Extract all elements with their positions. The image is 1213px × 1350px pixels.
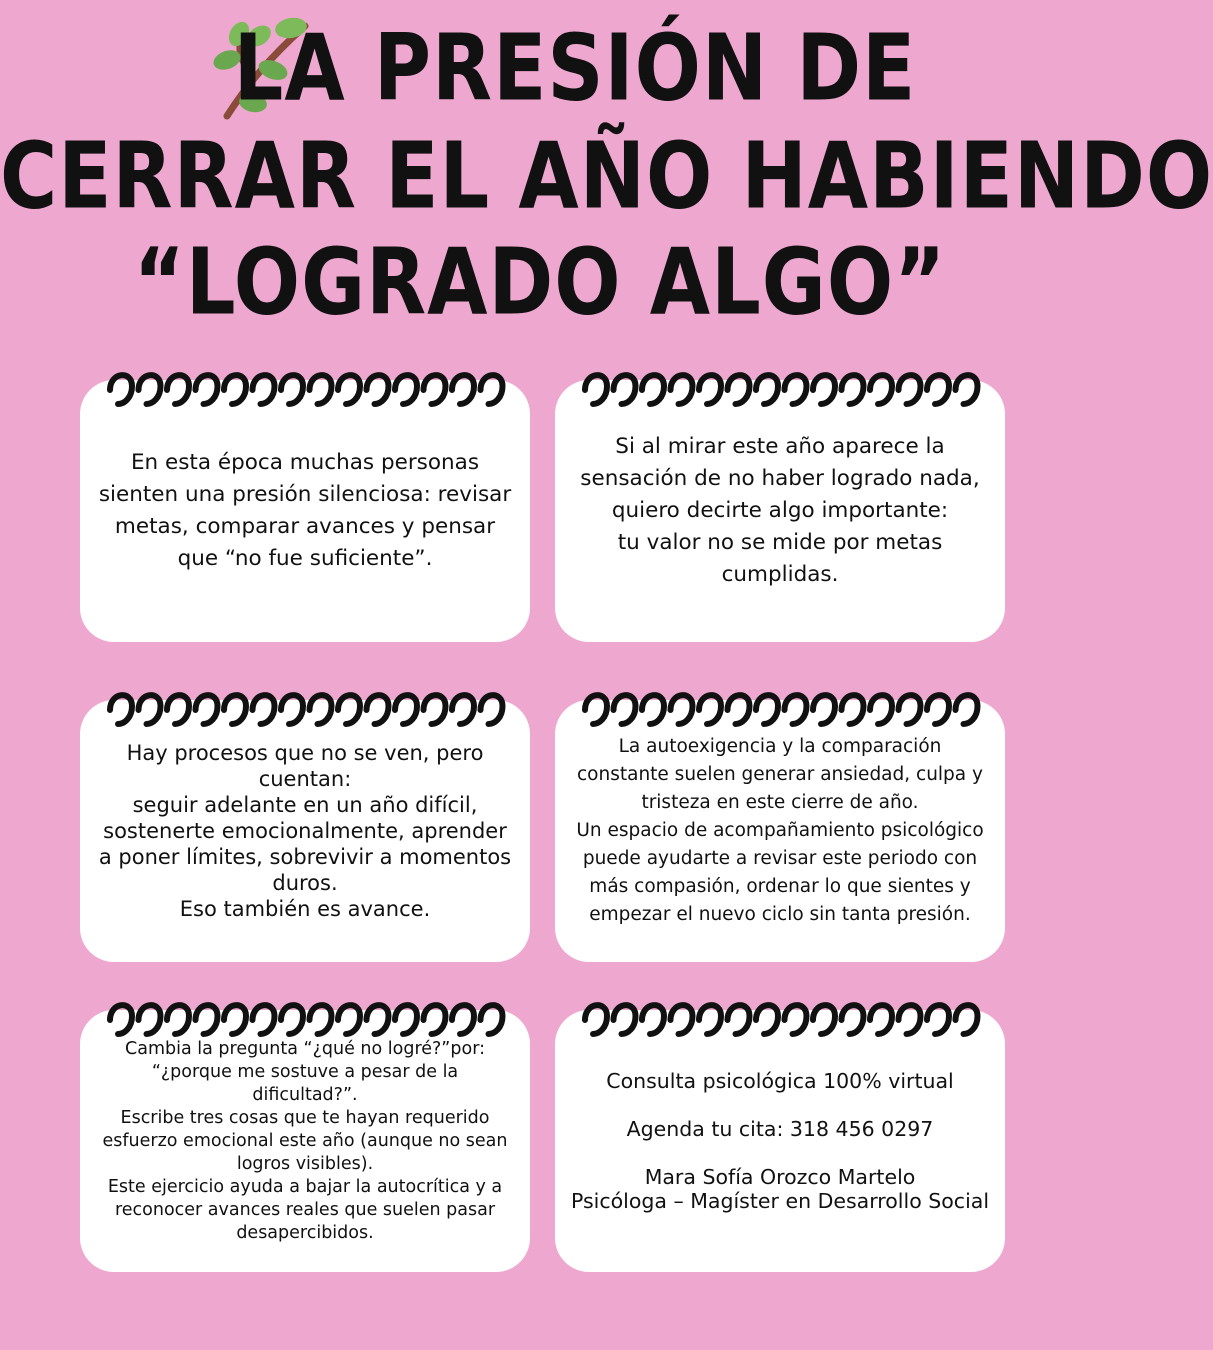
card-text [98, 700, 512, 962]
card-paragraph: Hay procesos que no se ven, pero cuentan: [126, 741, 484, 791]
card-text [98, 1010, 512, 1272]
card-paragraph: tu valor no se mide por metas cumplidas. [617, 530, 943, 587]
title-line-1: LA PRESIÓN DE [233, 15, 917, 123]
card-paragraph: Si al mirar este año aparece la sensación de no haber logrado nada, quiero decirte algo importante: [580, 434, 980, 523]
notepad-card-value [555, 380, 1005, 642]
card-text [573, 380, 987, 642]
notepad-card-processes [80, 700, 530, 962]
card-paragraph: Un espacio de acompañamiento psicológico puede ayudarte a revisar este periodo con más compasión, ordenar lo que sientes y empezar el nuevo ciclo sin tanta presión. [576, 820, 984, 925]
notepad-card-contact [555, 1010, 1005, 1272]
notepad-card-exercise [80, 1010, 530, 1272]
service-text: Consulta psicológica 100% virtual [606, 1069, 954, 1093]
appointment-phone[interactable]: Agenda tu cita: 318 456 0297 [626, 1117, 934, 1141]
card-text [563, 1010, 997, 1272]
card-text [98, 380, 512, 642]
card-paragraph: Cambia la pregunta “¿qué no logré?”por: “¿porque me sostuve a pesar de la dificultad?”. [125, 1038, 485, 1105]
card-paragraph: seguir adelante en un año difícil, sostenerte emocionalmente, aprender a poner límites, sobrevivir a momentos duros. [98, 793, 512, 895]
notepad-card-support [555, 700, 1005, 962]
card-paragraph: Escribe tres cosas que te hayan requerido esfuerzo emocional este año (aunque no sean logros visibles). [102, 1107, 508, 1174]
card-paragraph: La autoexigencia y la comparación constante suelen generar ansiedad, culpa y tristeza en este cierre de año. [577, 736, 983, 813]
psychologist-title: Psicóloga – Magíster en Desarrollo Social [570, 1189, 990, 1213]
card-paragraph: Eso también es avance. [179, 897, 431, 921]
card-text [573, 700, 987, 962]
psychologist-name: Mara Sofía Orozco Martelo [644, 1165, 916, 1189]
card-paragraph: Este ejercicio ayuda a bajar la autocrítica y a reconocer avances reales que suelen pasar desapercibidos. [107, 1176, 503, 1243]
card-paragraph: En esta época muchas personas sienten una presión silenciosa: revisar metas, comparar avances y pensar que “no fue suficiente”. [98, 450, 512, 571]
notepad-card-pressure [80, 380, 530, 642]
title-line-3: “LOGRADO ALGO” [133, 229, 947, 337]
title-line-2: CERRAR EL AÑO HABIENDO [0, 123, 1213, 231]
page-title [0, 0, 1213, 345]
